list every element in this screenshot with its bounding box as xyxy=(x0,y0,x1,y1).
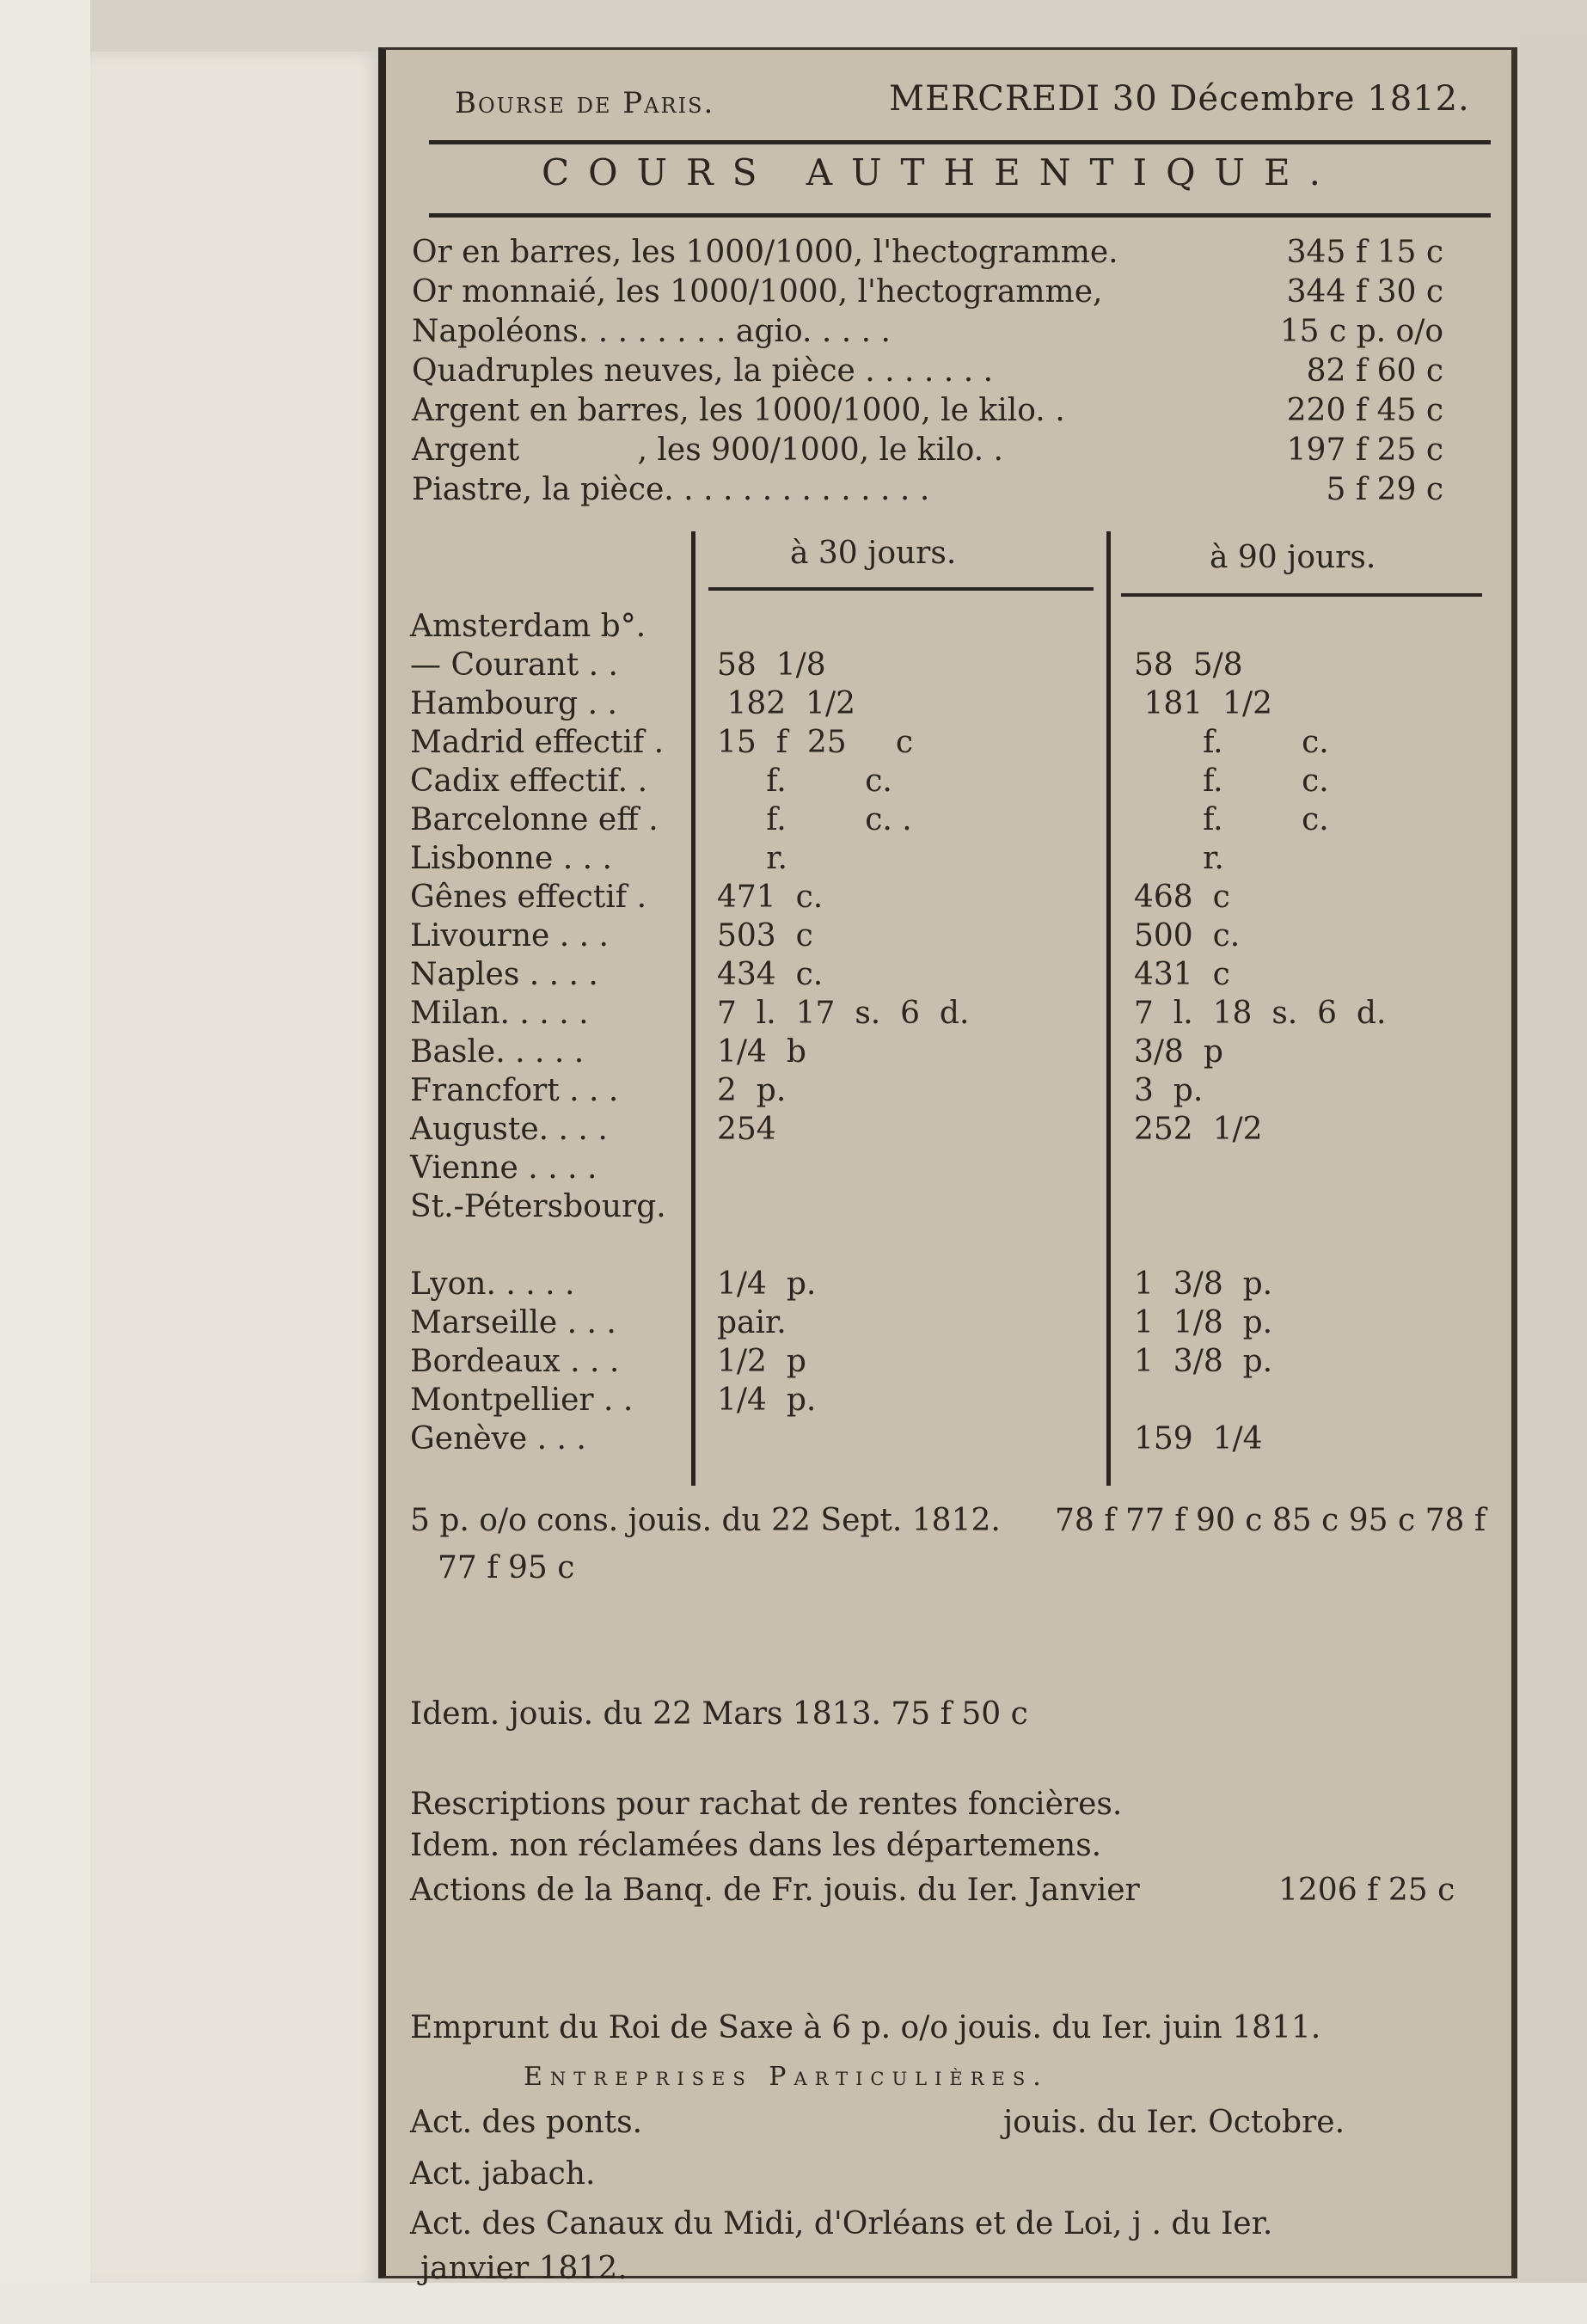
page-title: COURS AUTHENTIQUE. xyxy=(542,151,1339,193)
act-canaux-continued: janvier 1812. xyxy=(420,2251,628,2286)
table-row: Lyon. . . . . 1/4 p. 1 3/8 p. xyxy=(410,1266,1273,1302)
actions-banque-value: 1206 f 25 c xyxy=(1278,1873,1455,1908)
act-ponts: Act. des ponts. jouis. du Ier. Octobre. xyxy=(410,2105,1345,2140)
title-rule xyxy=(429,213,1491,218)
table-row: Lisbonne . . . r. r. xyxy=(410,841,1224,876)
act-jabach: Act. jabach. xyxy=(410,2156,596,2192)
table-row: Vienne . . . . xyxy=(410,1150,597,1186)
rentes-5-percent-continued: 77 f 95 c xyxy=(438,1550,575,1585)
rescriptions: Rescriptions pour rachat de rentes foncières. xyxy=(410,1787,1123,1822)
page-margin-right xyxy=(1520,34,1587,2296)
table-row: Milan. . . . . 7 l. 17 s. 6 d. 7 l. 18 s. 6 d. xyxy=(410,996,1387,1031)
masthead-date: MERCREDI 30 Décembre 1812. xyxy=(889,79,1470,119)
masthead-place: Bourse de Paris. xyxy=(455,86,715,120)
rescriptions-idem: Idem. non réclamées dans les départemens. xyxy=(410,1828,1102,1863)
table-row: — Courant . . 58 1/8 58 5/8 xyxy=(410,647,1243,683)
table-row: Marseille . . . pair. 1 1/8 p. xyxy=(410,1305,1273,1340)
table-row: Auguste. . . . 254 252 1/2 xyxy=(410,1112,1263,1147)
list-item: Piastre, la pièce. . . . . . . . . . . . . . 5 f 29 c xyxy=(412,472,1443,507)
table-row: St.-Pétersbourg. xyxy=(410,1189,666,1224)
table-row: Hambourg . . 182 1/2 181 1/2 xyxy=(410,686,1272,721)
list-item: Quadruples neuves, la pièce . . . . . . . 82 f 60 c xyxy=(412,353,1443,389)
list-item: Napoléons. . . . . . . . agio. . . . . 15 c p. o/o xyxy=(412,314,1443,349)
table-row: Amsterdam b°. xyxy=(410,609,646,644)
page-margin-bottom xyxy=(0,2283,1587,2324)
emprunt-saxe: Emprunt du Roi de Saxe à 6 p. o/o jouis. du Ier. juin 1811. xyxy=(410,2010,1321,2045)
table-row: Bordeaux . . . 1/2 p 1 3/8 p. xyxy=(410,1344,1273,1379)
masthead-rule xyxy=(429,140,1491,144)
table-row: Barcelonne eff . f. c. . f. c. xyxy=(410,802,1329,837)
header-rule xyxy=(1121,593,1482,597)
table-row xyxy=(386,1228,1495,1266)
act-ponts-jouis: jouis. du Ier. Octobre. xyxy=(1003,2105,1345,2140)
section-title-entreprises: Entreprises Particulières. xyxy=(524,2062,1049,2092)
list-item: Or en barres, les 1000/1000, l'hectogramme. 345 f 15 c xyxy=(412,235,1443,270)
table-row: Naples . . . . 434 c. 431 c xyxy=(410,957,1230,992)
actions-banque: Actions de la Banq. de Fr. jouis. du Ier. Janvier 1206 f 25 c xyxy=(410,1873,1455,1908)
table-row: Cadix effectif. . f. c. f. c. xyxy=(410,763,1329,799)
list-item: Argent en barres, les 1000/1000, le kilo. . 220 f 45 c xyxy=(412,393,1443,428)
binding-edge xyxy=(0,0,90,2324)
table-row: Francfort . . . 2 p. 3 p. xyxy=(410,1073,1204,1108)
list-item: Argent , les 900/1000, le kilo. . 197 f 25 c xyxy=(412,432,1443,468)
table-row: Genève . . . 159 1/4 xyxy=(410,1421,1263,1456)
rentes-5-percent: 5 p. o/o cons. jouis. du 22 Sept. 1812. 78 f 77 f 90 c 85 c 95 c 78 f xyxy=(410,1503,1486,1538)
rentes-idem: Idem. jouis. du 22 Mars 1813. 75 f 50 c xyxy=(410,1696,1028,1732)
blank-facing-page xyxy=(90,52,383,2287)
table-row: Gênes effectif . 471 c. 468 c xyxy=(410,880,1230,915)
table-row: Basle. . . . . 1/4 b 3/8 p xyxy=(410,1034,1223,1070)
table-row: Montpellier . . 1/4 p. xyxy=(410,1383,817,1418)
list-item: Or monnaié, les 1000/1000, l'hectogramme, 344 f 30 c xyxy=(412,274,1443,310)
header-rule xyxy=(708,587,1094,591)
table-row: Livourne . . . 503 c 500 c. xyxy=(410,918,1241,954)
act-canaux: Act. des Canaux du Midi, d'Orléans et de Loi, j . du Ier. xyxy=(410,2206,1273,2241)
table-row: Madrid effectif . 15 f 25 c f. c. xyxy=(410,725,1329,760)
column-header-90-days: à 90 jours. xyxy=(1210,540,1376,575)
bourse-bulletin-sheet xyxy=(378,47,1517,2286)
rentes-5-percent-values: 78 f 77 f 90 c 85 c 95 c 78 f xyxy=(1055,1503,1486,1538)
column-header-30-days: à 30 jours. xyxy=(790,536,957,571)
